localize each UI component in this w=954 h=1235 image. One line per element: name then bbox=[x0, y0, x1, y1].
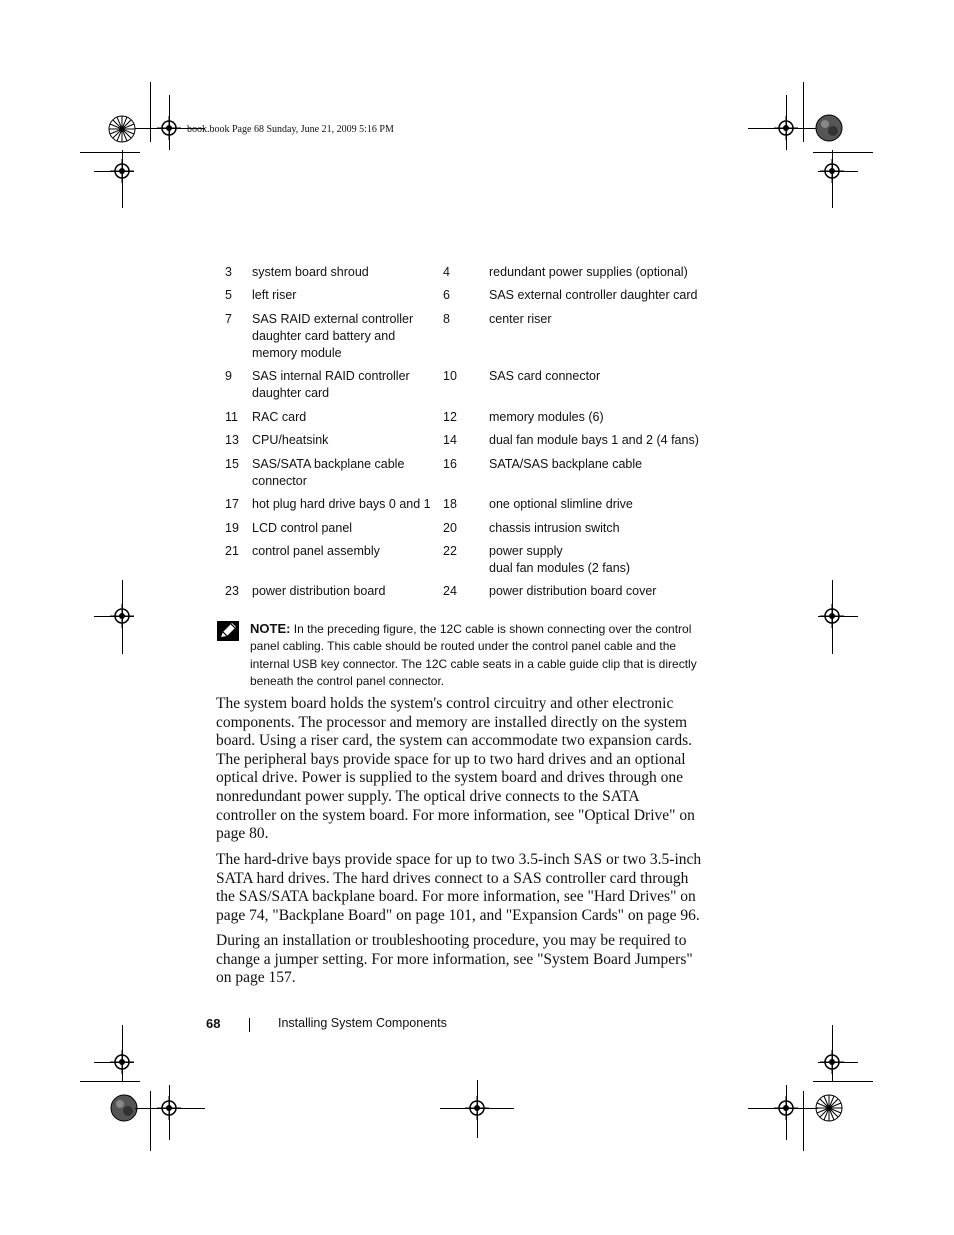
section-title: Installing System Components bbox=[278, 1016, 447, 1030]
part-label bbox=[252, 520, 443, 537]
parts-table-row bbox=[216, 264, 716, 281]
paragraph-hard-drive-bays bbox=[216, 851, 716, 925]
part-label-line: left riser bbox=[252, 288, 297, 302]
part-label-line: SAS RAID external controller bbox=[252, 312, 414, 326]
paragraph-line: During an installation or troubleshooting procedure, you may be required to bbox=[216, 932, 687, 949]
part-label bbox=[489, 409, 716, 426]
part-number: 4 bbox=[443, 265, 450, 279]
note-label: NOTE: bbox=[250, 621, 291, 636]
page-number: 68 bbox=[206, 1016, 221, 1031]
part-number: 20 bbox=[443, 521, 457, 535]
part-number: 6 bbox=[443, 288, 450, 302]
paragraph-line: change a jumper setting. For more information, see "System Board Jumpers" bbox=[216, 950, 693, 968]
part-label-line: SAS external controller daughter card bbox=[489, 288, 698, 302]
part-number: 7 bbox=[225, 312, 232, 326]
paragraph-line: page 80. bbox=[216, 825, 269, 843]
part-label-line: CPU/heatsink bbox=[252, 433, 329, 447]
paragraph-line: page 74, "Backplane Board" on page 101, and "Expansion Cards" on page 96. bbox=[216, 906, 700, 924]
part-label-line: SATA/SAS backplane cable bbox=[489, 457, 643, 471]
part-label-line: LCD control panel bbox=[252, 521, 353, 535]
part-label-line: hot plug hard drive bays 0 and 1 bbox=[252, 497, 431, 511]
part-label-line: SAS internal RAID controller bbox=[252, 369, 410, 383]
part-number: 13 bbox=[225, 433, 239, 447]
parts-table-row bbox=[216, 311, 716, 362]
part-label-line: SAS card connector bbox=[489, 369, 601, 383]
part-label bbox=[489, 368, 716, 385]
paragraph-line: The system board holds the system's control circuitry and other electronic bbox=[216, 695, 674, 712]
part-number: 10 bbox=[443, 369, 457, 383]
part-number: 16 bbox=[443, 457, 457, 471]
starburst-icon bbox=[815, 1094, 843, 1122]
parts-table-row bbox=[216, 432, 716, 449]
part-label-line: SAS/SATA backplane cable bbox=[252, 457, 405, 471]
paragraph-jumpers bbox=[216, 932, 716, 988]
part-label bbox=[489, 432, 716, 449]
part-number: 17 bbox=[225, 497, 239, 511]
paragraph-line: board. Using a riser card, the system can accommodate two expansion cards. bbox=[216, 732, 693, 750]
parts-table-row bbox=[216, 543, 716, 577]
parts-table-row bbox=[216, 368, 716, 402]
part-label bbox=[252, 432, 443, 449]
part-number: 19 bbox=[225, 521, 239, 535]
part-number: 15 bbox=[225, 457, 239, 471]
part-number: 23 bbox=[225, 584, 239, 598]
part-label bbox=[489, 264, 716, 281]
part-number: 9 bbox=[225, 369, 232, 383]
part-label bbox=[252, 311, 443, 362]
parts-table-row bbox=[216, 456, 716, 490]
paragraph-line: nonredundant power supply. The optical drive connects to the SATA bbox=[216, 787, 640, 805]
paragraph-line: The peripheral bays provide space for up to two hard drives and an optional bbox=[216, 750, 686, 768]
part-label bbox=[252, 456, 443, 490]
note-line: internal USB key connector. The 12C cable seats in a cable guide clip that is directly bbox=[250, 656, 697, 671]
part-number: 8 bbox=[443, 312, 450, 326]
paragraph-line: on page 157. bbox=[216, 969, 296, 987]
part-label-line: daughter card battery and bbox=[252, 329, 396, 343]
part-label bbox=[252, 583, 443, 600]
part-label bbox=[252, 409, 443, 426]
part-label bbox=[489, 287, 716, 304]
textured-disc-icon bbox=[815, 114, 843, 142]
paragraph-line: controller on the system board. For more information, see "Optical Drive" on bbox=[216, 806, 695, 824]
part-label bbox=[252, 264, 443, 281]
footer-divider bbox=[249, 1018, 250, 1032]
part-label bbox=[489, 583, 716, 600]
part-label bbox=[489, 520, 716, 537]
part-label-line: memory modules (6) bbox=[489, 410, 604, 424]
part-label-line: dual fan modules (2 fans) bbox=[489, 561, 631, 575]
part-number: 21 bbox=[225, 544, 239, 558]
part-label-line: power distribution board cover bbox=[489, 584, 657, 598]
part-label-line: memory module bbox=[252, 346, 342, 360]
paragraph-system-board bbox=[216, 695, 716, 844]
part-label bbox=[252, 287, 443, 304]
parts-table-row bbox=[216, 287, 716, 304]
note-pencil-icon bbox=[216, 620, 240, 642]
part-number: 24 bbox=[443, 584, 457, 598]
part-label bbox=[252, 496, 443, 513]
note-text bbox=[250, 620, 724, 690]
part-label-line: daughter card bbox=[252, 386, 330, 400]
textured-disc-icon bbox=[110, 1094, 138, 1122]
part-label-line: system board shroud bbox=[252, 265, 369, 279]
note-line: beneath the control panel connector. bbox=[250, 673, 445, 688]
part-label-line: control panel assembly bbox=[252, 544, 380, 558]
part-label-line: redundant power supplies (optional) bbox=[489, 265, 688, 279]
note-line: In the preceding figure, the 12C cable is shown connecting over the control bbox=[290, 622, 692, 636]
print-slug: book.book Page 68 Sunday, June 21, 2009 5:16 PM bbox=[187, 124, 394, 135]
part-number: 14 bbox=[443, 433, 457, 447]
part-label-line: dual fan module bays 1 and 2 (4 fans) bbox=[489, 433, 699, 447]
part-label-line: power distribution board bbox=[252, 584, 386, 598]
part-label bbox=[489, 311, 716, 328]
part-label-line: RAC card bbox=[252, 410, 307, 424]
part-label-line: one optional slimline drive bbox=[489, 497, 633, 511]
paragraph-line: SATA hard drives. The hard drives connect to a SAS controller card through bbox=[216, 869, 689, 887]
part-label bbox=[252, 368, 443, 402]
parts-table-row bbox=[216, 583, 716, 600]
paragraph-line: The hard-drive bays provide space for up to two 3.5-inch SAS or two 3.5-inch bbox=[216, 851, 702, 868]
part-label bbox=[489, 456, 716, 473]
parts-legend-table bbox=[216, 264, 716, 607]
part-label-line: center riser bbox=[489, 312, 552, 326]
note-line: panel cabling. This cable should be routed under the control panel cable and the bbox=[250, 639, 677, 654]
part-label bbox=[489, 543, 716, 577]
part-number: 3 bbox=[225, 265, 232, 279]
part-number: 11 bbox=[225, 410, 238, 424]
parts-table-row bbox=[216, 520, 716, 537]
part-label-line: connector bbox=[252, 474, 307, 488]
part-label-line: chassis intrusion switch bbox=[489, 521, 620, 535]
parts-table-row bbox=[216, 496, 716, 513]
part-label bbox=[252, 543, 443, 560]
part-label-line: power supply bbox=[489, 544, 563, 558]
part-number: 12 bbox=[443, 410, 457, 424]
part-label bbox=[489, 496, 716, 513]
paragraph-line: the SAS/SATA backplane board. For more information, see "Hard Drives" on bbox=[216, 888, 696, 906]
part-number: 18 bbox=[443, 497, 457, 511]
parts-table-row bbox=[216, 409, 716, 426]
part-number: 22 bbox=[443, 544, 457, 558]
starburst-icon bbox=[108, 115, 136, 143]
paragraph-line: components. The processor and memory are installed directly on the system bbox=[216, 713, 688, 731]
part-number: 5 bbox=[225, 288, 232, 302]
paragraph-line: optical drive. Power is supplied to the system board and drives through one bbox=[216, 769, 684, 787]
